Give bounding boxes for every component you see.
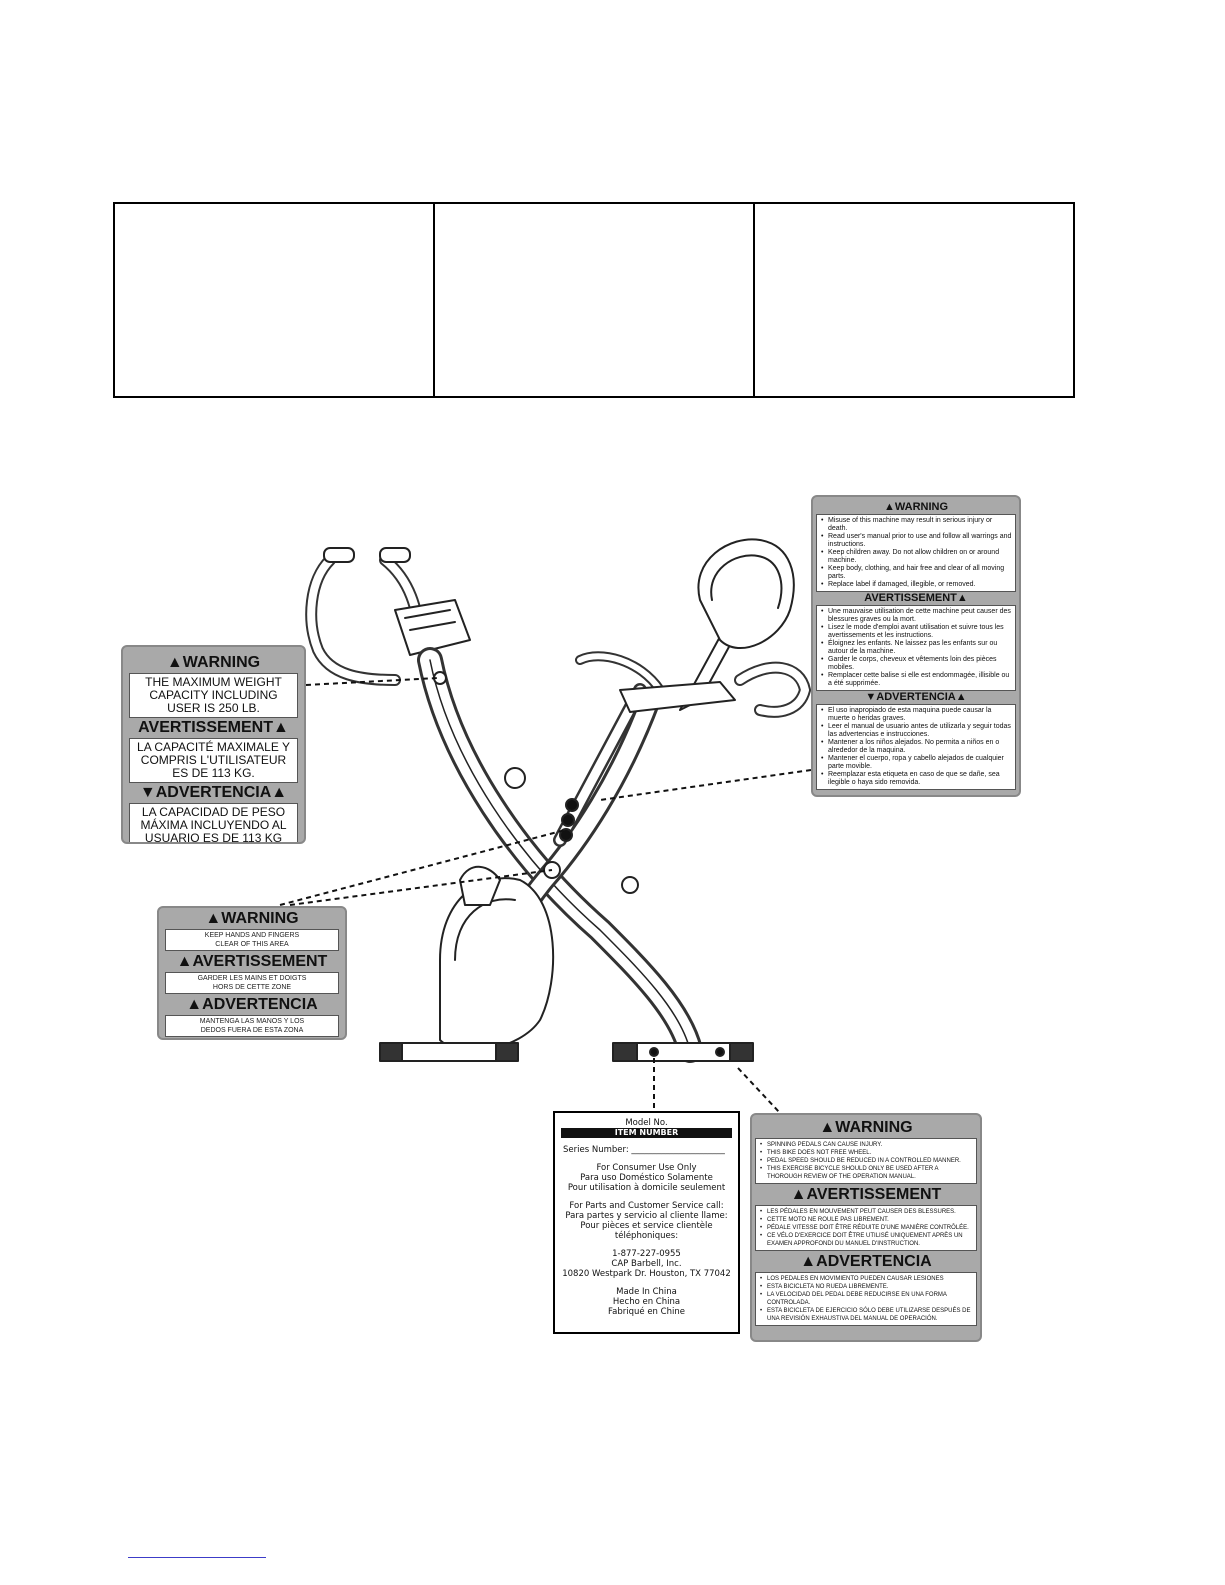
avertissement-heading: AVERTISSEMENT bbox=[806, 1186, 942, 1203]
model-label bbox=[553, 1111, 740, 1334]
warning-triangle-icon: ▲ bbox=[271, 784, 288, 801]
service-line: téléphoniques: bbox=[614, 1231, 679, 1241]
list-item: • LA VELOCIDAD DEL PEDAL DEBE REDUCIRSE EN UNA FORMA CONTROLADA. bbox=[759, 1291, 973, 1307]
advertencia-heading: ADVERTENCIA bbox=[816, 1253, 932, 1270]
list-item: • Replace label if damaged, illegible, or removed. bbox=[820, 581, 1012, 589]
list-item: • CE VÉLO D'EXERCICE DOIT ÊTRE UTILISÉ UNIQUEMENT APRÈS UN EXAMEN APPROFONDI DU MANUEL D'INSTRUCTION. bbox=[759, 1232, 973, 1248]
warning-line: KEEP HANDS AND FINGERS bbox=[204, 932, 300, 939]
phone-number: 1-877-227-0955 bbox=[612, 1249, 681, 1259]
pedals-warning-label bbox=[750, 1113, 982, 1342]
origin-line: Hecho en China bbox=[612, 1297, 681, 1307]
list-item: • Garder le corps, cheveux et vêtements loin des pièces mobiles. bbox=[820, 656, 1012, 672]
list-item: • Mantener a los niños alejados. No permita a niños en o alrededor de la maquina. bbox=[820, 739, 1012, 755]
company-address: 10820 Westpark Dr. Houston, TX 77042 bbox=[562, 1269, 731, 1279]
warning-line: THE MAXIMUM WEIGHT bbox=[145, 675, 282, 689]
list-item: • PEDAL SPEED SHOULD BE REDUCED IN A CONTROLLED MANNER. bbox=[759, 1157, 973, 1165]
warning-heading: WARNING bbox=[894, 501, 949, 513]
warning-triangle-icon: ▲ bbox=[166, 654, 183, 671]
service-line: Pour pièces et service clientèle bbox=[580, 1221, 713, 1231]
warning-triangle-icon: ▲ bbox=[800, 1253, 817, 1270]
avertissement-heading: AVERTISSEMENT bbox=[138, 719, 273, 736]
list-item: • LOS PEDALES EN MOVIMIENTO PUEDEN CAUSAR LESIONES bbox=[759, 1275, 973, 1283]
weight-warning-label bbox=[121, 645, 306, 844]
list-item: • Éloignez les enfants. Ne laissez pas les enfants sur ou autour de la machine. bbox=[820, 640, 1012, 656]
list-item: • Misuse of this machine may result in serious injury or death. bbox=[820, 517, 1012, 533]
warning-triangle-icon: ▲ bbox=[819, 1119, 836, 1136]
advertencia-line: MÁXIMA INCLUYENDO AL bbox=[140, 818, 287, 832]
consumer-line: Para uso Doméstico Solamente bbox=[580, 1173, 713, 1183]
warning-triangle-icon: ▲ bbox=[883, 501, 895, 513]
origin-line: Made In China bbox=[616, 1287, 677, 1297]
warning-triangle-icon: ▼ bbox=[865, 691, 877, 703]
avertissement-line: COMPRIS L'UTILISATEUR bbox=[140, 753, 287, 767]
advertencia-heading: ADVERTENCIA bbox=[876, 691, 956, 703]
advertencia-heading: ADVERTENCIA bbox=[155, 784, 272, 801]
list-item: • Une mauvaise utilisation de cette machine peut causer des blessures graves ou la mort. bbox=[820, 608, 1012, 624]
avertissement-line: GARDER LES MAINS ET DOIGTS bbox=[197, 975, 307, 982]
list-item: • El uso inapropiado de esta maquina puede causar la muerte o heridas graves. bbox=[820, 707, 1012, 723]
list-item: • ESTA BICICLETA NO RUEDA LIBREMENTE. bbox=[759, 1283, 973, 1291]
advertencia-line: MANTENGA LAS MANOS Y LOS bbox=[199, 1018, 305, 1025]
avertissement-line: LA CAPACITÉ MAXIMALE Y bbox=[137, 740, 290, 754]
list-item: • Remplacer cette balise si elle est endommagée, illisible ou a été supprimée. bbox=[820, 672, 1012, 688]
list-item: • Read user's manual prior to use and follow all warrings and instructions. bbox=[820, 533, 1012, 549]
list-item: • PÉDALE VITESSE DOIT ÊTRE RÉDUITE D'UNE MANIÈRE CONTRÔLÉE. bbox=[759, 1224, 973, 1232]
series-number: Series Number: ______________________ bbox=[563, 1145, 725, 1155]
warning-line: CLEAR OF THIS AREA bbox=[215, 941, 289, 948]
avertissement-line: HORS DE CETTE ZONE bbox=[212, 984, 292, 991]
warning-triangle-icon: ▲ bbox=[205, 910, 222, 927]
list-item: • LES PÉDALES EN MOUVEMENT PEUT CAUSER DES BLESSURES. bbox=[759, 1208, 973, 1216]
list-item: • Reemplazar esta etiqueta en caso de que se dañe, sea ilegible o haya sido removida. bbox=[820, 771, 1012, 787]
origin-line: Fabriqué en Chine bbox=[608, 1307, 685, 1317]
list-item: • Leer el manual de usuario antes de utilizarla y seguir todas las advertencias e instrucciones. bbox=[820, 723, 1012, 739]
model-number: Model No. bbox=[625, 1118, 668, 1128]
warning-line: USER IS 250 LB. bbox=[167, 701, 260, 715]
hands-warning-label bbox=[157, 906, 347, 1040]
warning-line: CAPACITY INCLUDING bbox=[149, 688, 278, 702]
consumer-line: For Consumer Use Only bbox=[596, 1163, 697, 1173]
list-item: • Keep children away. Do not allow children on or around machine. bbox=[820, 549, 1012, 565]
warning-triangle-icon: ▲ bbox=[176, 953, 193, 970]
item-number: ITEM NUMBER bbox=[561, 1128, 732, 1138]
footer-rule bbox=[128, 1557, 266, 1558]
warning-heading: WARNING bbox=[835, 1119, 913, 1136]
list-item: • CETTE MOTO NE ROULE PAS LIBREMENT. bbox=[759, 1216, 973, 1224]
warning-heading: WARNING bbox=[221, 910, 299, 927]
service-line: For Parts and Customer Service call: bbox=[569, 1201, 724, 1211]
warning-triangle-icon: ▲ bbox=[186, 996, 203, 1013]
list-item: • THIS EXERCISE BICYCLE SHOULD ONLY BE USED AFTER A THOROUGH REVIEW OF THE OPERATION MANUAL. bbox=[759, 1165, 973, 1181]
list-item: • Keep body, clothing, and hair free and clear of all moving parts. bbox=[820, 565, 1012, 581]
advertencia-heading: ADVERTENCIA bbox=[202, 996, 318, 1013]
list-item: • Lisez le mode d'emploi avant utilisation et suivre tous les avertissements et les instructions. bbox=[820, 624, 1012, 640]
warning-heading: WARNING bbox=[182, 654, 261, 671]
misuse-warning-label bbox=[811, 495, 1021, 797]
advertencia-line: DEDOS FUERA DE ESTA ZONA bbox=[200, 1027, 304, 1034]
consumer-line: Pour utilisation à domicile seulement bbox=[567, 1183, 726, 1193]
list-item: • ESTA BICICLETA DE EJERCICIO SÓLO DEBE UTILIZARSE DESPUÉS DE UNA REVISIÓN EXHAUSTIVA DEL MANUAL DE OPERACIÓN. bbox=[759, 1307, 973, 1323]
warning-triangle-icon: ▲ bbox=[955, 691, 967, 703]
avertissement-heading: AVERTISSEMENT bbox=[192, 953, 328, 970]
service-line: Para partes y servicio al cliente llame: bbox=[565, 1211, 728, 1221]
advertencia-line: USUARIO ES DE 113 KG bbox=[144, 831, 283, 844]
warning-triangle-icon: ▼ bbox=[139, 784, 156, 801]
warning-triangle-icon: ▲ bbox=[790, 1186, 807, 1203]
list-item: • Mantener el cuerpo, ropa y cabello alejados de cualquier parte movible. bbox=[820, 755, 1012, 771]
advertencia-line: LA CAPACIDAD DE PESO bbox=[141, 805, 286, 819]
avertissement-heading: AVERTISSEMENT bbox=[864, 592, 957, 604]
company-name: CAP Barbell, Inc. bbox=[611, 1259, 682, 1269]
warning-triangle-icon: ▲ bbox=[956, 592, 968, 604]
list-item: • SPINNING PEDALS CAN CAUSE INJURY. bbox=[759, 1141, 973, 1149]
list-item: • THIS BIKE DOES NOT FREE WHEEL. bbox=[759, 1149, 973, 1157]
warning-triangle-icon: ▲ bbox=[272, 719, 289, 736]
avertissement-line: ES DE 113 KG. bbox=[172, 766, 255, 780]
